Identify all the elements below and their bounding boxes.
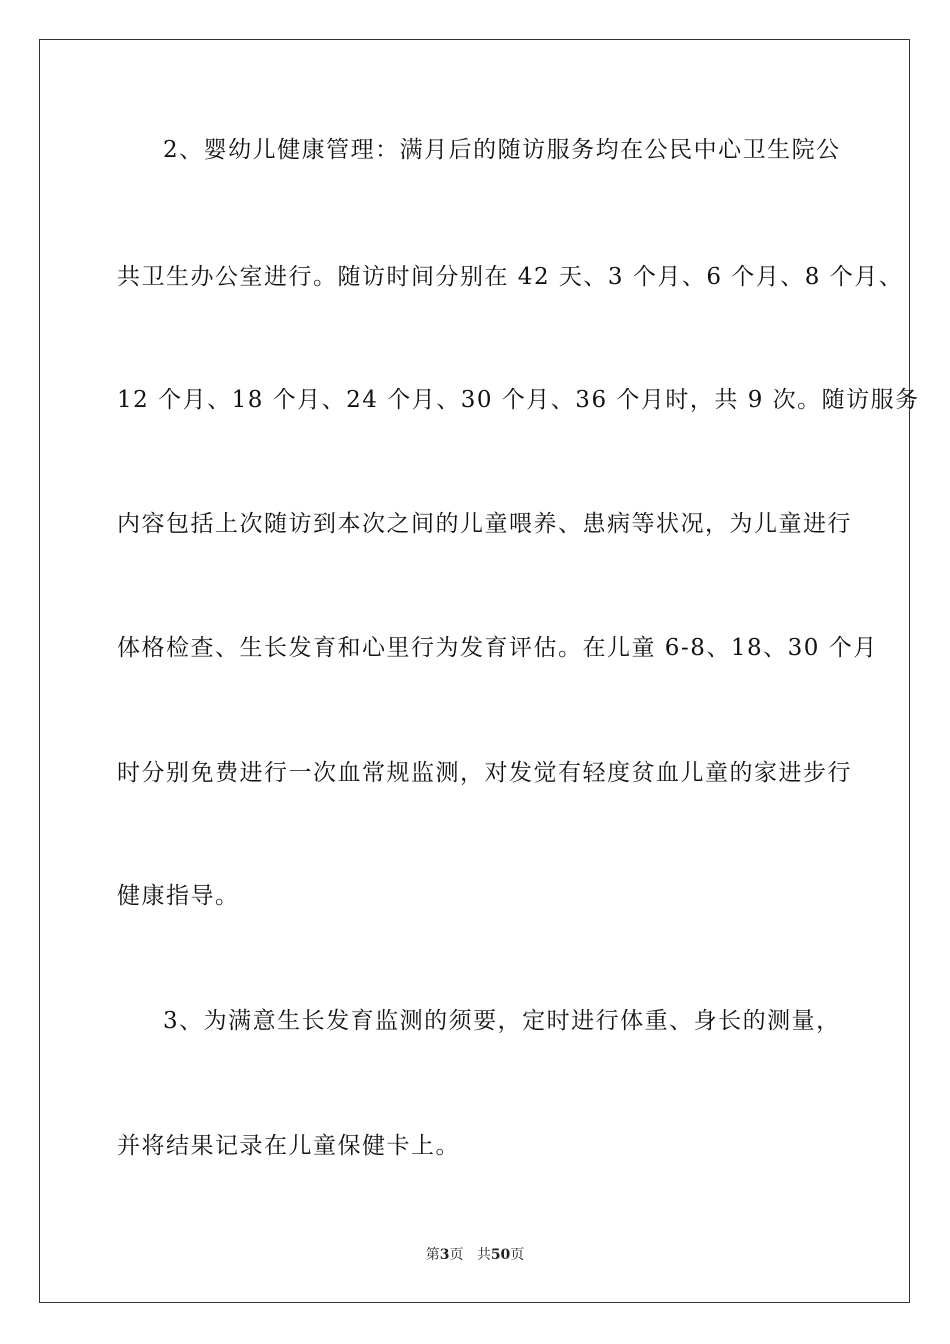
paragraph-line-4: 内容包括上次随访到本次之间的儿童喂养、患病等状况，为儿童进行 (117, 511, 852, 537)
footer-page-number: 3 (439, 1247, 450, 1263)
paragraph-line-5: 体格检查、生长发育和心里行为发育评估。在儿童 6-8、18、30 个月 (117, 635, 878, 661)
page-frame (39, 39, 920, 1303)
paragraph-line-2: 共卫生办公室进行。随访时间分别在 42 天、3 个月、6 个月、8 个月、 (117, 264, 904, 290)
footer-total-prefix: 共 (476, 1247, 491, 1263)
footer-total-pages: 50 (490, 1247, 511, 1263)
paragraph-line-1: 2、婴幼儿健康管理：满月后的随访服务均在公民中心卫生院公 (163, 137, 841, 163)
paragraph-line-7: 健康指导。 (117, 883, 240, 909)
page-footer (0, 1245, 950, 1265)
paragraph-line-8: 3、为满意生长发育监测的须要，定时进行体重、身长的测量， (163, 1008, 841, 1034)
paragraph-line-3: 12 个月、18 个月、24 个月、30 个月、36 个月时，共 9 次。随访服务 (117, 387, 920, 413)
footer-page-suffix: 页 (449, 1247, 464, 1263)
paragraph-line-9: 并将结果记录在儿童保健卡上。 (117, 1133, 460, 1159)
footer-page-prefix: 第 (425, 1247, 440, 1263)
paragraph-line-6: 时分别免费进行一次血常规监测，对发觉有轻度贫血儿童的家进步行 (117, 760, 852, 786)
footer-total-suffix: 页 (510, 1247, 525, 1263)
